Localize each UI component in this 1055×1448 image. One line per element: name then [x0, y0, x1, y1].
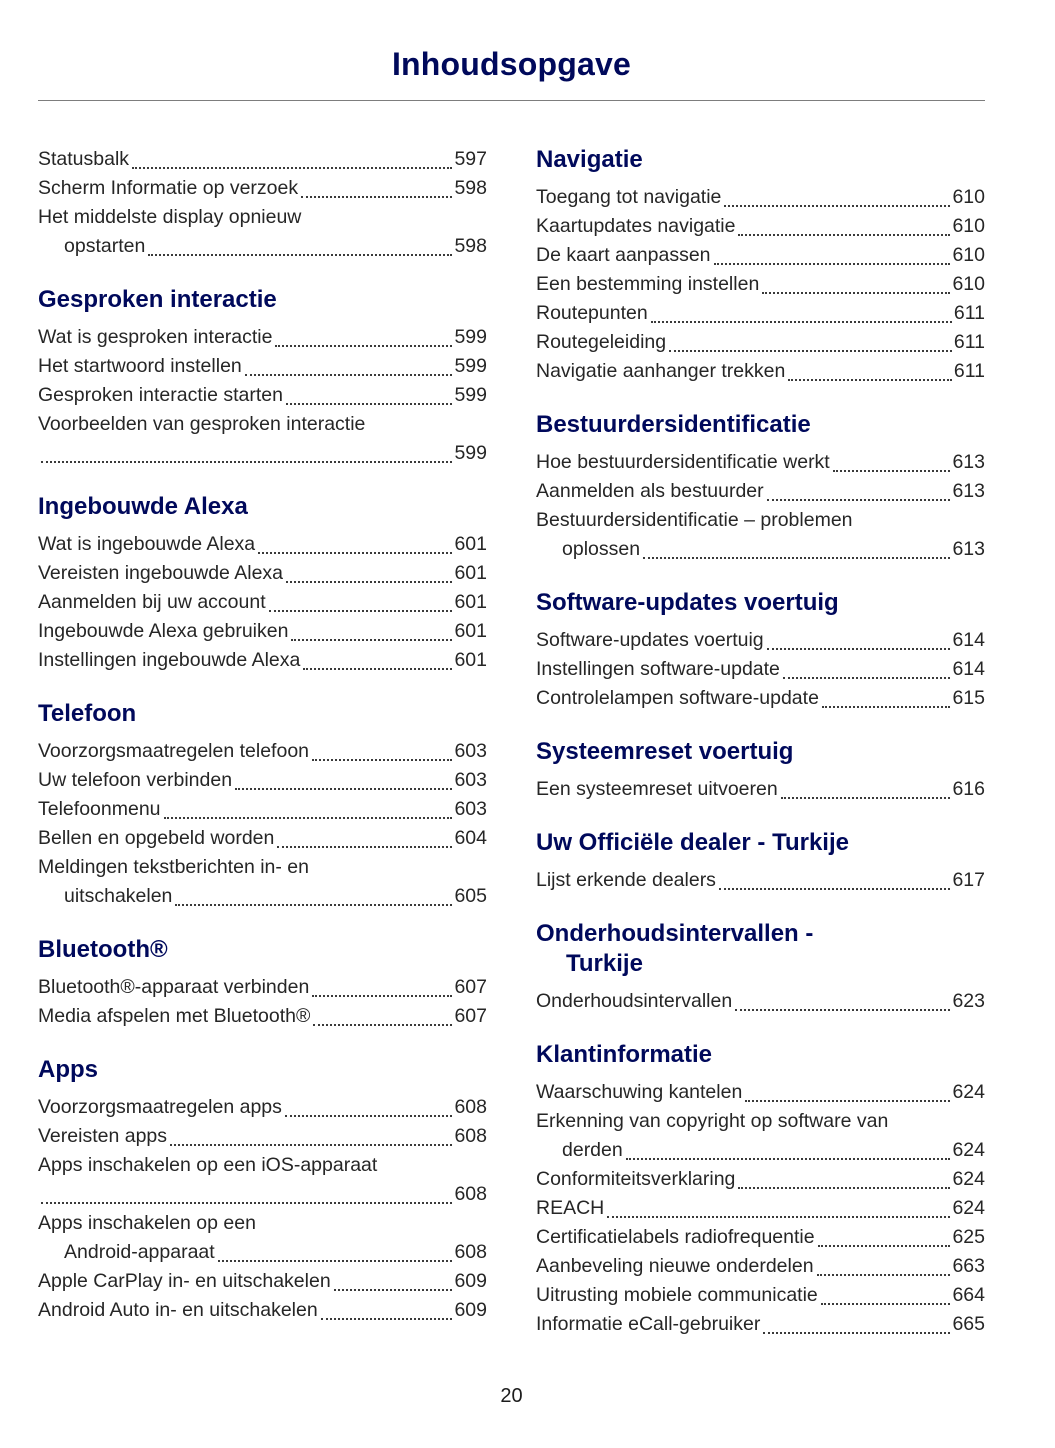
toc-entry-label: Aanbeveling nieuwe onderdelen [536, 1255, 814, 1277]
toc-entry-label: Controlelampen software-update [536, 687, 819, 709]
toc-entry-page: 664 [952, 1284, 985, 1306]
toc-entry-label: Waarschuwing kantelen [536, 1081, 743, 1103]
toc-section [38, 935, 487, 1031]
toc-entry [536, 299, 985, 328]
toc-entry [38, 766, 487, 795]
toc-entry-label: Het startwoord instellen [38, 355, 242, 377]
toc-dot-leader [285, 1115, 453, 1117]
toc-entry-label: Voorzorgsmaatregelen telefoon [38, 740, 310, 762]
toc-entry-label: Meldingen tekstberichten in- en [38, 856, 309, 878]
toc-entry-label: De kaart aanpassen [536, 244, 711, 266]
toc-dot-leader [218, 1260, 453, 1262]
toc-entry-page: 601 [454, 649, 487, 671]
toc-entry-page: 611 [953, 331, 985, 353]
toc-entry [536, 655, 985, 684]
toc-entry-page: 601 [454, 591, 487, 613]
toc-entry-label: Vereisten apps [38, 1125, 168, 1147]
toc-entry-label: Een bestemming instellen [536, 273, 760, 295]
toc-section [38, 1055, 487, 1325]
toc-dot-leader [607, 1216, 950, 1218]
toc-dot-leader [817, 1274, 951, 1276]
toc-dot-leader [783, 677, 951, 679]
toc-dot-leader [313, 1024, 452, 1026]
toc-entry [536, 866, 985, 895]
toc-entry-page: 598 [454, 235, 487, 257]
toc-dot-leader [762, 292, 950, 294]
toc-section [536, 1040, 985, 1339]
toc-dot-leader [321, 1318, 453, 1320]
toc-entry-label: Instellingen ingebouwde Alexa [38, 649, 301, 671]
toc-dot-leader [258, 552, 452, 554]
toc-dot-leader [164, 817, 453, 819]
toc-entry-label: Aanmelden bij uw account [38, 591, 266, 613]
toc-entry-row [536, 241, 985, 270]
toc-entry-row [38, 588, 487, 617]
toc-entry [38, 973, 487, 1002]
toc-dot-leader [235, 788, 452, 790]
toc-entry [38, 617, 487, 646]
toc-entry-row [536, 1281, 985, 1310]
toc-entry-label: Apps inschakelen op een iOS-apparaat [38, 1154, 378, 1176]
toc-entry-row [536, 1223, 985, 1252]
toc-entry-label: Vereisten ingebouwde Alexa [38, 562, 284, 584]
toc-entry-label-cont: Android-apparaat [64, 1241, 215, 1263]
toc-columns [38, 145, 985, 1339]
toc-entry-label: Lijst erkende dealers [536, 869, 716, 891]
toc-entry-label: Android Auto in- en uitschakelen [38, 1299, 318, 1321]
toc-entry-row [38, 766, 487, 795]
toc-entry-row [536, 328, 985, 357]
toc-entry-row [536, 684, 985, 713]
toc-section [536, 828, 985, 895]
toc-dot-leader [132, 167, 452, 169]
toc-entry-page: 603 [454, 740, 487, 762]
toc-entry [536, 1107, 985, 1165]
toc-entry [38, 559, 487, 588]
toc-entry-row [536, 357, 985, 386]
toc-entry [536, 1281, 985, 1310]
toc-dot-leader [41, 1202, 452, 1204]
toc-dot-leader [788, 379, 952, 381]
toc-entry-page: 623 [952, 990, 985, 1012]
toc-entry-page: 607 [454, 1005, 487, 1027]
toc-dot-leader [821, 1303, 951, 1305]
toc-entry-page: 597 [454, 148, 487, 170]
toc-entry [536, 241, 985, 270]
toc-entry-label: Telefoonmenu [38, 798, 161, 820]
toc-section [38, 492, 487, 675]
toc-entry-page: 613 [952, 480, 985, 502]
toc-dot-leader [719, 888, 951, 890]
toc-entry [38, 174, 487, 203]
toc-entry-page: 603 [454, 798, 487, 820]
toc-dot-leader [626, 1158, 951, 1160]
toc-entry-label: Kaartupdates navigatie [536, 215, 736, 237]
toc-entry-row [536, 212, 985, 241]
toc-entry-page: 624 [952, 1197, 985, 1219]
toc-entry-row [38, 381, 487, 410]
toc-entry-page: 615 [952, 687, 985, 709]
toc-entry-page: 601 [454, 562, 487, 584]
toc-entry [536, 1310, 985, 1339]
toc-entry-row [536, 270, 985, 299]
toc-dot-leader [763, 1332, 950, 1334]
toc-entry-row [536, 1252, 985, 1281]
toc-dot-leader [175, 904, 452, 906]
toc-heading-line: Navigatie [536, 146, 643, 173]
toc-entry [38, 410, 487, 468]
toc-entry-page: 598 [454, 177, 487, 199]
toc-entry [38, 1267, 487, 1296]
title-divider [38, 100, 985, 101]
toc-section [38, 285, 487, 468]
toc-entry-page: 614 [952, 629, 985, 651]
toc-entry-row [38, 145, 487, 174]
toc-entry-page: 610 [952, 215, 985, 237]
toc-entry-row [38, 1122, 487, 1151]
toc-entry [38, 1093, 487, 1122]
toc-entry-label: Media afspelen met Bluetooth® [38, 1005, 311, 1027]
toc-entry-page: 610 [952, 273, 985, 295]
toc-heading-line: Bluetooth® [38, 936, 168, 963]
toc-entry [536, 626, 985, 655]
toc-dot-leader [277, 846, 452, 848]
toc-entry-page: 611 [953, 302, 985, 324]
toc-entry-row [38, 439, 487, 468]
toc-entry-label: Certificatielabels radiofrequentie [536, 1226, 815, 1248]
toc-entry-label: Wat is ingebouwde Alexa [38, 533, 256, 555]
toc-entry-row [536, 1078, 985, 1107]
toc-entry [38, 203, 487, 261]
toc-entry [536, 328, 985, 357]
toc-dot-leader [303, 668, 452, 670]
toc-section-heading [38, 285, 487, 315]
toc-entry-label: Ingebouwde Alexa gebruiken [38, 620, 289, 642]
toc-entry-row [38, 352, 487, 381]
toc-dot-leader [714, 263, 951, 265]
toc-entry-row [536, 299, 985, 328]
toc-entry-label: Informatie eCall-gebruiker [536, 1313, 761, 1335]
toc-entry [536, 775, 985, 804]
toc-entry-page: 625 [952, 1226, 985, 1248]
toc-entry-page: 610 [952, 244, 985, 266]
toc-dot-leader [822, 706, 951, 708]
toc-dot-leader [767, 499, 951, 501]
page-number: 20 [500, 1385, 523, 1407]
toc-entry-label: Statusbalk [38, 148, 130, 170]
toc-entry [536, 477, 985, 506]
toc-entry [38, 352, 487, 381]
toc-entry-row [536, 477, 985, 506]
toc-section-heading [38, 935, 487, 965]
toc-entry-page: 663 [952, 1255, 985, 1277]
toc-dot-leader [170, 1144, 452, 1146]
toc-section-heading [536, 588, 985, 618]
toc-entry [536, 1223, 985, 1252]
toc-entry-page: 608 [454, 1241, 487, 1263]
toc-entry-row [38, 1238, 487, 1267]
toc-section [38, 145, 487, 261]
toc-entry-row [38, 1267, 487, 1296]
toc-entry-page: 607 [454, 976, 487, 998]
toc-entry-row [38, 646, 487, 675]
toc-entry-label: Bestuurdersidentificatie – problemen [536, 509, 853, 531]
toc-entry-page: 665 [952, 1313, 985, 1335]
toc-entry [536, 684, 985, 713]
toc-dot-leader [312, 759, 452, 761]
toc-dot-leader [818, 1245, 951, 1247]
toc-heading-line: Onderhoudsintervallen - [536, 920, 814, 947]
toc-entry-label: Instellingen software-update [536, 658, 780, 680]
toc-heading-line: Bestuurdersidentificatie [536, 411, 811, 438]
toc-dot-leader [301, 196, 452, 198]
toc-entry [536, 448, 985, 477]
toc-entry-row [536, 183, 985, 212]
toc-entry-label: Software-updates voertuig [536, 629, 764, 651]
toc-entry-page: 599 [454, 442, 487, 464]
toc-entry-row [38, 824, 487, 853]
toc-entry-label: Bellen en opgebeld worden [38, 827, 275, 849]
toc-dot-leader [724, 205, 950, 207]
toc-entry-label: Wat is gesproken interactie [38, 326, 273, 348]
toc-dot-leader [643, 557, 950, 559]
toc-entry [38, 853, 487, 911]
toc-entry-page: 608 [454, 1183, 487, 1205]
toc-entry-row [38, 1093, 487, 1122]
toc-entry-page: 609 [454, 1299, 487, 1321]
toc-entry [536, 212, 985, 241]
toc-entry-label: Apple CarPlay in- en uitschakelen [38, 1270, 331, 1292]
toc-entry [536, 1165, 985, 1194]
toc-entry-label-cont: derden [562, 1139, 623, 1161]
toc-entry-page: 617 [952, 869, 985, 891]
toc-section-heading [536, 1040, 985, 1070]
toc-dot-leader [833, 470, 951, 472]
toc-entry-row [536, 1136, 985, 1165]
toc-entry [38, 530, 487, 559]
toc-entry [38, 824, 487, 853]
toc-entry-label: Apps inschakelen op een [38, 1212, 256, 1234]
toc-entry-label: Het middelste display opnieuw [38, 206, 302, 228]
toc-entry-page: 608 [454, 1096, 487, 1118]
toc-entry-row [38, 795, 487, 824]
toc-entry-label: Navigatie aanhanger trekken [536, 360, 786, 382]
toc-dot-leader [245, 374, 453, 376]
toc-entry-page: 611 [953, 360, 985, 382]
toc-entry [38, 1002, 487, 1031]
toc-entry-row [38, 737, 487, 766]
toc-entry [38, 381, 487, 410]
toc-section [38, 699, 487, 911]
toc-entry-row [38, 559, 487, 588]
toc-entry-label: Aanmelden als bestuurder [536, 480, 764, 502]
toc-entry [38, 1151, 487, 1209]
toc-entry-page: 608 [454, 1125, 487, 1147]
toc-entry-page: 609 [454, 1270, 487, 1292]
toc-heading-line: Uw Officiële dealer - Turkije [536, 829, 849, 856]
toc-entry [38, 646, 487, 675]
toc-entry [38, 1296, 487, 1325]
toc-dot-leader [148, 254, 452, 256]
toc-entry-page: 616 [952, 778, 985, 800]
toc-entry [536, 1194, 985, 1223]
toc-entry-row [38, 1002, 487, 1031]
toc-entry-row [536, 1194, 985, 1223]
toc-dot-leader [745, 1100, 950, 1102]
toc-dot-leader [41, 461, 452, 463]
toc-dot-leader [334, 1289, 453, 1291]
toc-entry-page: 613 [952, 451, 985, 473]
toc-entry-page: 624 [952, 1139, 985, 1161]
toc-entry-label: Onderhoudsintervallen [536, 990, 733, 1012]
toc-entry-label: Bluetooth®-apparaat verbinden [38, 976, 310, 998]
toc-heading-line: Telefoon [38, 700, 137, 727]
toc-section-heading [536, 145, 985, 175]
toc-entry [38, 323, 487, 352]
toc-entry-label: Voorzorgsmaatregelen apps [38, 1096, 282, 1118]
toc-entry-row [536, 626, 985, 655]
toc-entry-row [38, 530, 487, 559]
toc-dot-leader [286, 403, 452, 405]
toc-heading-line: Systeemreset voertuig [536, 738, 794, 765]
toc-entry-row [536, 1165, 985, 1194]
toc-section [536, 588, 985, 713]
toc-entry-label: Een systeemreset uitvoeren [536, 778, 778, 800]
toc-entry-page: 604 [454, 827, 487, 849]
toc-entry-row [38, 323, 487, 352]
toc-entry-page: 599 [454, 355, 487, 377]
toc-section [536, 919, 985, 1016]
toc-entry-row [536, 655, 985, 684]
toc-entry-label-cont: oplossen [562, 538, 641, 560]
toc-section-heading [38, 699, 487, 729]
toc-entry-row [38, 232, 487, 261]
toc-entry [536, 987, 985, 1016]
toc-entry-page: 613 [952, 538, 985, 560]
toc-entry-page: 601 [454, 533, 487, 555]
toc-entry-row [38, 1296, 487, 1325]
toc-entry-page: 624 [952, 1168, 985, 1190]
toc-entry-label: Gesproken interactie starten [38, 384, 283, 406]
toc-dot-leader [651, 321, 952, 323]
toc-entry-label: Erkenning van copyright op software van [536, 1110, 889, 1132]
toc-entry-row [536, 535, 985, 564]
toc-entry-label-cont: uitschakelen [64, 885, 173, 907]
toc-heading-line: Software-updates voertuig [536, 589, 839, 616]
toc-entry-label: Uitrusting mobiele communicatie [536, 1284, 818, 1306]
toc-entry-row [536, 1310, 985, 1339]
toc-entry-label: Scherm Informatie op verzoek [38, 177, 299, 199]
page-title: Inhoudsopgave [391, 46, 632, 82]
toc-heading-line: Apps [38, 1056, 98, 1083]
toc-entry-page: 610 [952, 186, 985, 208]
toc-heading-line: Klantinformatie [536, 1041, 713, 1068]
toc-section [536, 410, 985, 564]
toc-entry-row [38, 973, 487, 1002]
toc-column-left [38, 145, 487, 1339]
toc-section-heading [536, 919, 985, 979]
toc-dot-leader [735, 1009, 950, 1011]
toc-entry-row [38, 617, 487, 646]
toc-entry [536, 1078, 985, 1107]
toc-entry [536, 270, 985, 299]
toc-heading-line: Turkije [566, 950, 643, 977]
toc-entry-label: Hoe bestuurdersidentificatie werkt [536, 451, 830, 473]
toc-entry [536, 183, 985, 212]
toc-entry-page: 614 [952, 658, 985, 680]
toc-heading-line: Ingebouwde Alexa [38, 493, 248, 520]
toc-section [536, 145, 985, 386]
toc-entry [536, 506, 985, 564]
toc-entry-row [38, 882, 487, 911]
toc-section-heading [536, 737, 985, 767]
toc-dot-leader [312, 995, 452, 997]
toc-dot-leader [286, 581, 452, 583]
toc-dot-leader [781, 797, 951, 799]
toc-entry-page: 601 [454, 620, 487, 642]
toc-dot-leader [767, 648, 951, 650]
toc-entry-label: Uw telefoon verbinden [38, 769, 233, 791]
toc-entry-page: 599 [454, 326, 487, 348]
toc-entry [38, 588, 487, 617]
toc-entry [38, 145, 487, 174]
toc-entry-label-cont: opstarten [64, 235, 146, 257]
toc-entry-label: Toegang tot navigatie [536, 186, 722, 208]
toc-entry [38, 1209, 487, 1267]
toc-entry-page: 603 [454, 769, 487, 791]
toc-dot-leader [291, 639, 452, 641]
toc-dot-leader [669, 350, 952, 352]
toc-entry-row [536, 987, 985, 1016]
toc-entry-label: Conformiteitsverklaring [536, 1168, 736, 1190]
toc-dot-leader [738, 234, 950, 236]
toc-heading-line: Gesproken interactie [38, 286, 277, 313]
toc-entry [38, 737, 487, 766]
toc-section [536, 737, 985, 804]
toc-entry-label: Routepunten [536, 302, 648, 324]
toc-entry-label: REACH [536, 1197, 605, 1219]
toc-section-heading [536, 410, 985, 440]
toc-entry [536, 357, 985, 386]
toc-entry [536, 1252, 985, 1281]
toc-entry-row [38, 1180, 487, 1209]
toc-dot-leader [269, 610, 453, 612]
toc-dot-leader [738, 1187, 950, 1189]
toc-entry-label: Routegeleiding [536, 331, 667, 353]
toc-entry [38, 1122, 487, 1151]
toc-entry-row [536, 775, 985, 804]
toc-entry-page: 599 [454, 384, 487, 406]
toc-section-heading [536, 828, 985, 858]
toc-section-heading [38, 492, 487, 522]
toc-entry-row [536, 448, 985, 477]
toc-column-right [536, 145, 985, 1339]
toc-entry-row [536, 866, 985, 895]
toc-entry-page: 605 [454, 885, 487, 907]
toc-entry-page: 624 [952, 1081, 985, 1103]
toc-section-heading [38, 1055, 487, 1085]
toc-entry-label: Voorbeelden van gesproken interactie [38, 413, 366, 435]
toc-entry [38, 795, 487, 824]
toc-dot-leader [275, 345, 452, 347]
toc-entry-row [38, 174, 487, 203]
